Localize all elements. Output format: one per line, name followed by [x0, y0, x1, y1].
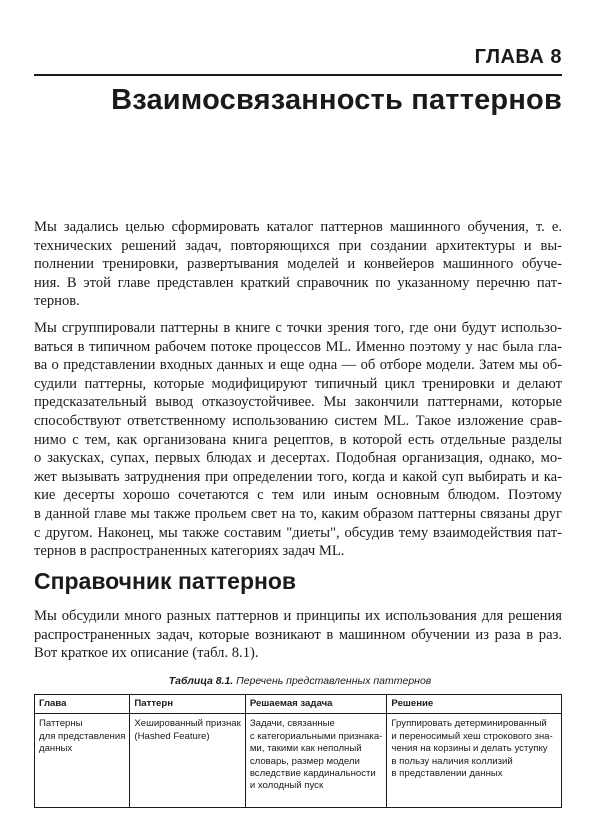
table-row — [35, 714, 562, 807]
cell-pattern — [130, 714, 245, 807]
text-line: нимо с тем, как организована книга рецептов, в которой есть отдельные разделы — [34, 431, 562, 448]
text-line: Мы задались целью сформировать каталог паттернов машинного обучения, т. е. — [34, 219, 562, 235]
cell-line: Задачи, связанные — [249, 718, 335, 730]
text-line: тернов. — [34, 293, 80, 310]
cell-line: словарь, размер модели — [249, 755, 360, 767]
cell-line: в представлении данных — [391, 768, 503, 780]
intro-paragraph-1 — [34, 218, 562, 311]
text-line: с другом. Наконец, мы также составим "диеты", обсудив тему взаимодействия пат- — [34, 524, 562, 541]
cell-line: (Hashed Feature) — [134, 730, 210, 742]
text-line: распространенных задач, которые возникают в машинном обучении из раза в раз. — [34, 626, 562, 643]
text-line: о закусках, супах, первых блюдах и десертах. Подобная организация, однако, мо- — [34, 450, 562, 467]
cell-line: вследствие кардинальности — [249, 768, 376, 780]
cell-line: ми, такими как неполный — [249, 743, 362, 755]
cell-solution — [387, 714, 562, 807]
table-caption-number: Таблица 8.1. — [168, 675, 234, 687]
chapter-title: Взаимосвязанность паттернов — [111, 84, 562, 116]
text-line: судили паттерны, которые модифицируют типичный цикл тренировки и делают — [34, 375, 562, 392]
text-line: полнении тренировки, развертывания моделей и конвейеров машинного обуче- — [34, 256, 562, 273]
cell-line: данных — [39, 743, 73, 755]
cell-line: и переносимый хеш строкового зна- — [391, 730, 553, 742]
text-line: способствуют ответственному использованию систем ML. Такое изложение срав- — [34, 412, 562, 429]
column-header-problem: Решаемая задача — [245, 695, 387, 714]
table-caption — [0, 675, 600, 687]
cell-line: с категориальными признака- — [249, 730, 383, 742]
cell-line: Паттерны — [39, 718, 83, 730]
text-line: в данной главе мы также прольем свет на то, каким образом паттерны связаны друг — [34, 505, 562, 522]
section-title: Справочник паттернов — [34, 568, 297, 594]
table-header-row — [35, 695, 562, 714]
patterns-table — [34, 694, 562, 808]
table-caption-text: Перечень представленных паттернов — [236, 675, 432, 687]
text-line: жет вызывать затруднения при определении того, когда и какой суп выбирать и ка- — [34, 468, 562, 485]
column-header-solution: Решение — [387, 695, 562, 714]
text-line: Мы обсудили много разных паттернов и принципы их использования для решения — [34, 608, 562, 624]
section-paragraph — [34, 607, 562, 663]
cell-line: в пользу наличия коллизий — [391, 755, 513, 767]
text-line: ния. В этой главе представлен краткий справочник по указанному перечню пат- — [34, 274, 562, 291]
cell-line: для представления — [39, 730, 126, 742]
chapter-label: ГЛАВА 8 — [474, 46, 562, 68]
text-line: технических решений задач, повторяющихся при создании архитектуры и вы- — [34, 237, 562, 254]
text-line: кие десерты хорошо сочетаются с тем или иным основным блюдом. Поэтому — [34, 487, 562, 504]
column-header-chapter: Глава — [35, 695, 130, 714]
cell-line: Группировать детерминированный — [391, 718, 547, 730]
cell-chapter — [35, 714, 130, 807]
text-line: Мы сгруппировали паттерны в книге с точки зрения того, где они будут использо- — [34, 320, 562, 336]
cell-line: чения на корзины и делать уступку — [391, 743, 548, 755]
cell-problem — [245, 714, 387, 807]
chapter-divider — [34, 74, 562, 76]
column-header-pattern: Паттерн — [130, 695, 245, 714]
text-line: тернов в распространенных категориях задач ML. — [34, 543, 345, 560]
text-line: ва о представлении входных данных и еще одна — об отборе модели. Затем мы об- — [34, 357, 562, 374]
cell-line: и холодный пуск — [249, 780, 324, 792]
text-line: ваться в типичном рабочем потоке процессов ML. Именно поэтому у нас была гла- — [34, 338, 562, 355]
intro-paragraph-2 — [34, 319, 562, 561]
cell-line: Хешированный признак — [134, 718, 241, 730]
text-line: Вот краткое их описание (табл. 8.1). — [34, 645, 259, 662]
text-line: предсказательный вывод отказоустойчивее. Мы закончили паттернами, которые — [34, 394, 562, 411]
